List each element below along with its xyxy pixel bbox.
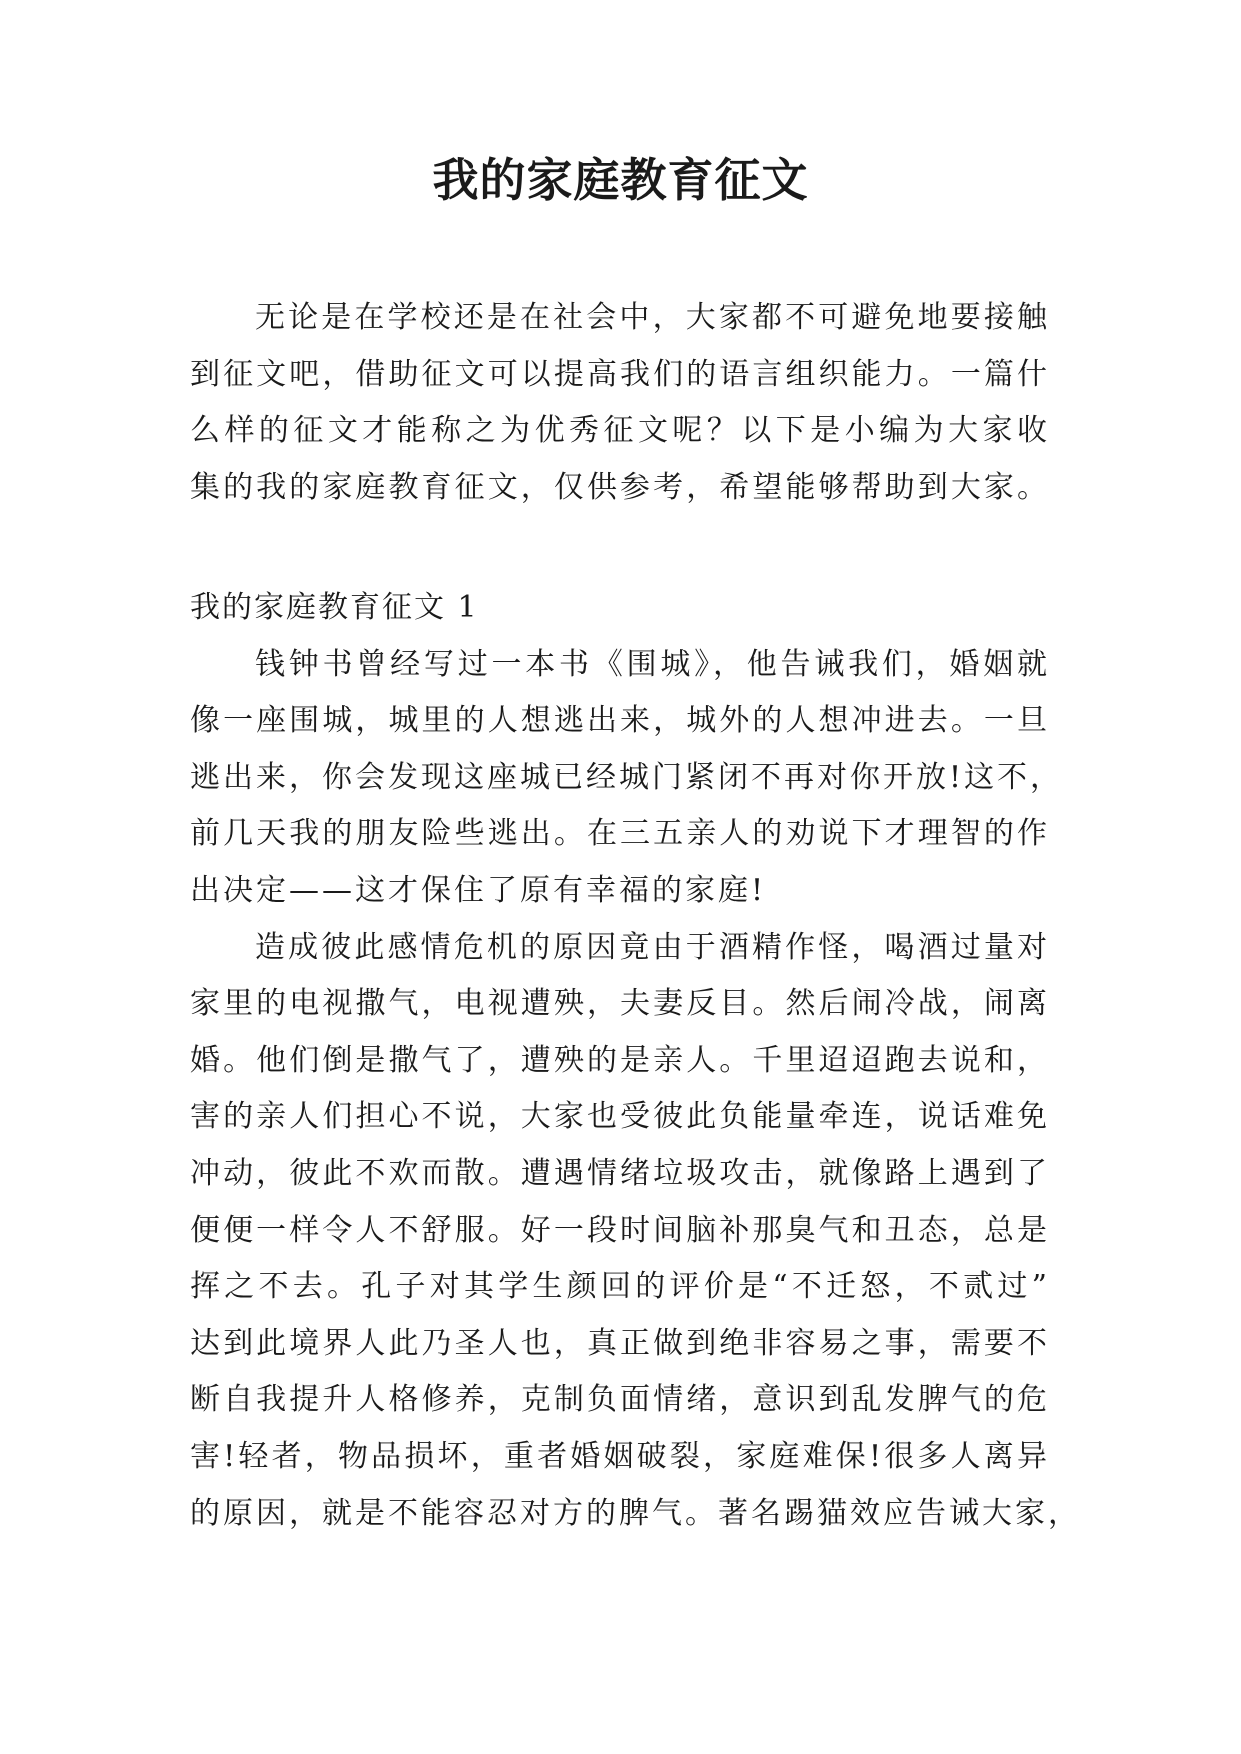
intro-paragraph xyxy=(190,290,1050,516)
intro-line: 么样的征文才能称之为优秀征文呢？以下是小编为大家收 xyxy=(190,413,1050,449)
paragraph-line: 像一座围城，城里的人想逃出来，城外的人想冲进去。一旦 xyxy=(190,703,1050,739)
paragraph-line: 害!轻者，物品损坏，重者婚姻破裂，家庭难保!很多人离异 xyxy=(190,1438,1050,1474)
paragraph-line: 前几天我的朋友险些逃出。在三五亲人的劝说下才理智的作 xyxy=(190,816,1050,852)
intro-line: 到征文吧，借助征文可以提高我们的语言组织能力。一篇什 xyxy=(190,356,1050,392)
essay-paragraph-2 xyxy=(190,920,1081,1543)
paragraph-line: 逃出来，你会发现这座城已经城门紧闭不再对你开放!这不， xyxy=(190,759,1064,795)
document-title: 我的家庭教育征文 xyxy=(432,153,809,207)
paragraph-line: 造成彼此感情危机的原因竟由于酒精作怪，喝酒过量对 xyxy=(255,929,1050,965)
essay-section xyxy=(190,580,1081,1542)
intro-line: 集的我的家庭教育征文，仅供参考，希望能够帮助到大家。 xyxy=(190,469,1050,505)
paragraph-line: 的原因，就是不能容忍对方的脾气。著名踢猫效应告诫大家， xyxy=(190,1495,1081,1531)
essay-paragraph-1 xyxy=(190,637,1064,920)
paragraph-line: 害的亲人们担心不说，大家也受彼此负能量牵连，说话难免 xyxy=(190,1099,1050,1135)
paragraph-line: 出决定——这才保住了原有幸福的家庭! xyxy=(190,872,767,908)
paragraph-line: 达到此境界人此乃圣人也，真正做到绝非容易之事，需要不 xyxy=(190,1325,1050,1361)
paragraph-line: 冲动，彼此不欢而散。遭遇情绪垃圾攻击，就像路上遇到了 xyxy=(190,1155,1050,1191)
intro-line: 无论是在学校还是在社会中，大家都不可避免地要接触 xyxy=(255,300,1050,335)
paragraph-line: 挥之不去。孔子对其学生颜回的评价是“不迁怒，不贰过” xyxy=(190,1269,1050,1305)
paragraph-line: 断自我提升人格修养，克制负面情绪，意识到乱发脾气的危 xyxy=(190,1382,1050,1418)
paragraph-line: 钱钟书曾经写过一本书《围城》，他告诫我们，婚姻就 xyxy=(255,646,1050,682)
paragraph-line: 家里的电视撒气，电视遭殃，夫妻反目。然后闹冷战，闹离 xyxy=(190,986,1050,1022)
section-heading: 我的家庭教育征文 1 xyxy=(190,590,479,625)
paragraph-line: 便便一样令人不舒服。好一段时间脑补那臭气和丑态，总是 xyxy=(190,1212,1050,1248)
paragraph-line: 婚。他们倒是撒气了，遭殃的是亲人。千里迢迢跑去说和， xyxy=(190,1042,1050,1078)
